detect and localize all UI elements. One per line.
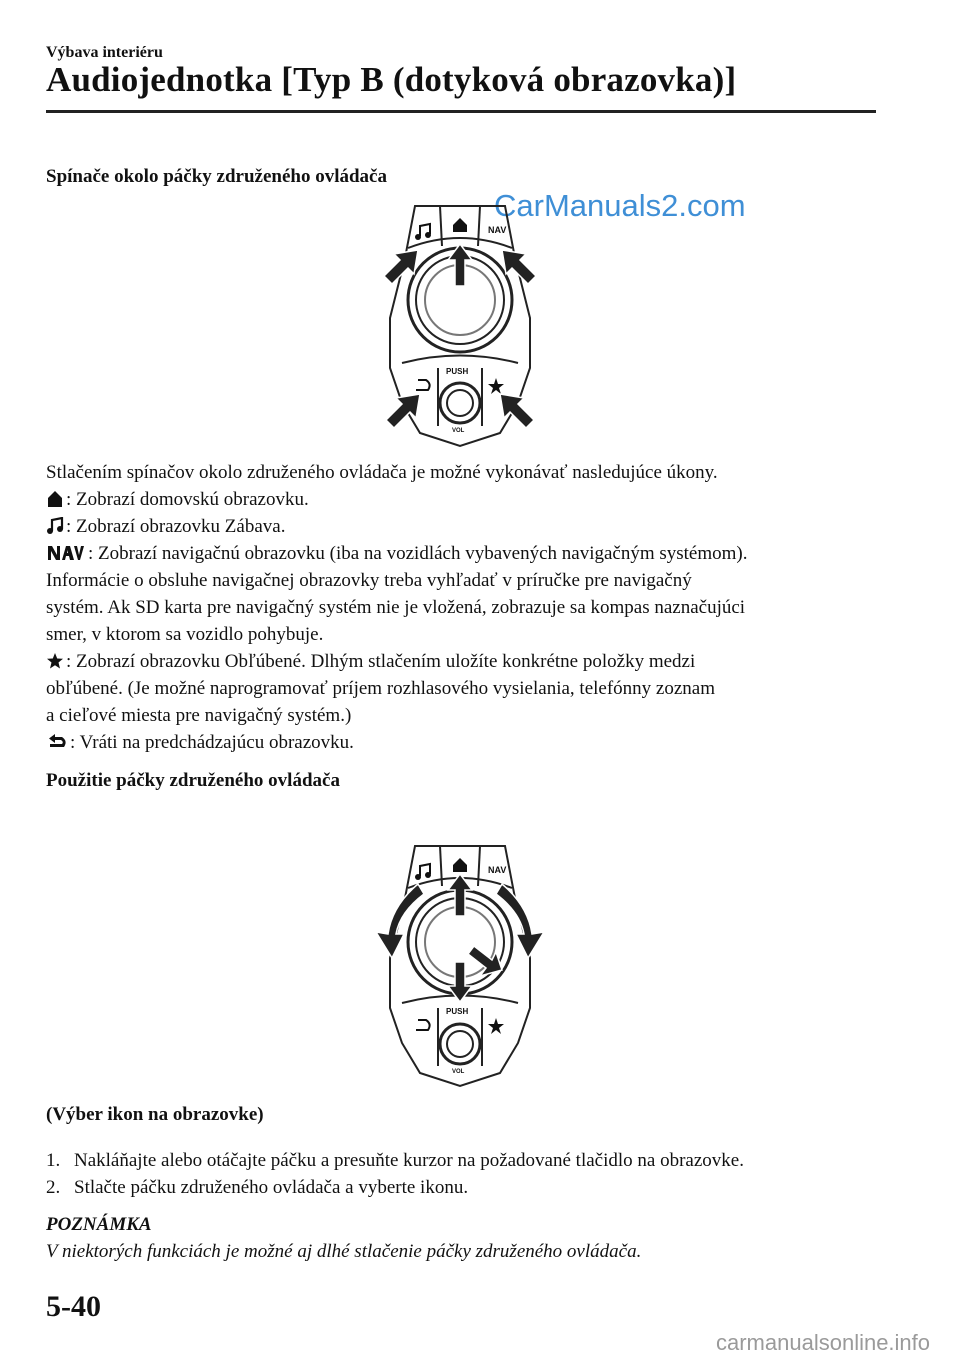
home-icon bbox=[453, 858, 467, 872]
watermark-bottom: carmanualsonline.info bbox=[716, 1330, 931, 1355]
back-icon bbox=[46, 733, 68, 751]
back-icon bbox=[416, 1020, 430, 1030]
step-2-text: Stlačte páčku združeného ovládača a vyberte ikonu. bbox=[74, 1177, 469, 1198]
star-icon bbox=[488, 1018, 504, 1034]
vol-label: VOL bbox=[452, 428, 465, 434]
title-rule bbox=[46, 110, 876, 113]
item-back bbox=[46, 730, 354, 756]
step-1 bbox=[46, 1148, 744, 1174]
page-number: 5-40 bbox=[46, 1290, 101, 1323]
star-icon bbox=[488, 378, 504, 394]
item-music bbox=[46, 514, 285, 540]
item-nav-text: : Zobrazí navigačnú obrazovku (iba na vozidlách vybavených navigačným systémom). bbox=[88, 543, 748, 564]
item-favorites bbox=[46, 649, 695, 675]
step-1-number: 1. bbox=[46, 1150, 61, 1171]
step-1-text: Nakláňajte alebo otáčajte páčku a presuňte kurzor na požadované tlačidlo na obrazovke. bbox=[74, 1150, 744, 1171]
section1-heading: Spínače okolo páčky združeného ovládača bbox=[46, 166, 387, 187]
nav-info-line-2: systém. Ak SD karta pre navigačný systém nie je vložená, zobrazuje sa kompas naznačujúci bbox=[46, 597, 746, 618]
step-2-number: 2. bbox=[46, 1177, 61, 1198]
item-home bbox=[46, 487, 309, 513]
tilt-rotate-arrows bbox=[376, 874, 544, 1002]
home-icon bbox=[453, 218, 467, 232]
music-note-icon bbox=[415, 864, 431, 880]
nav-icon bbox=[46, 544, 86, 562]
note-title: POZNÁMKA bbox=[46, 1214, 152, 1235]
star-icon bbox=[46, 652, 64, 670]
nav-info-line-1: Informácie o obsluhe navigačnej obrazovky treba vyhľadať v príručke pre navigačný bbox=[46, 570, 692, 591]
push-label: PUSH bbox=[446, 367, 469, 376]
item-back-text: : Vráti na predchádzajúcu obrazovku. bbox=[70, 732, 354, 753]
push-label: PUSH bbox=[446, 1007, 469, 1016]
item-favorites-text: : Zobrazí obrazovku Obľúbené. Dlhým stlačením uložíte konkrétne položky medzi bbox=[66, 651, 696, 672]
item-nav bbox=[46, 541, 748, 567]
note-text: V niektorých funkciách je možné aj dlhé stlačenie páčky združeného ovládača. bbox=[46, 1241, 642, 1262]
vol-label: VOL bbox=[452, 1069, 465, 1075]
item-home-text: : Zobrazí domovskú obrazovku. bbox=[66, 489, 309, 510]
controller-diagram-usage bbox=[370, 838, 550, 1090]
page-title: Audiojednotka [Typ B (dotyková obrazovka)] bbox=[46, 60, 737, 99]
nav-label: NAV bbox=[488, 225, 507, 235]
music-note-icon bbox=[46, 517, 64, 535]
fav-line-2: obľúbené. (Je možné naprogramovať príjem rozhlasového vysielania, telefónny zoznam bbox=[46, 678, 715, 699]
home-icon bbox=[46, 490, 64, 508]
back-icon bbox=[416, 380, 430, 390]
controller-diagram-buttons bbox=[380, 198, 540, 450]
watermark-top: CarManuals2.com bbox=[494, 188, 746, 223]
section2-heading: Použitie páčky združeného ovládača bbox=[46, 770, 340, 791]
section-label: Výbava interiéru bbox=[46, 44, 163, 61]
nav-label: NAV bbox=[488, 865, 507, 875]
fav-line-3: a cieľové miesta pre navigačný systém.) bbox=[46, 705, 352, 726]
section2-subheading: (Výber ikon na obrazovke) bbox=[46, 1104, 264, 1125]
section1-intro: Stlačením spínačov okolo združeného ovládača je možné vykonávať nasledujúce úkony. bbox=[46, 462, 718, 483]
nav-info-line-3: smer, v ktorom sa vozidlo pohybuje. bbox=[46, 624, 324, 645]
item-music-text: : Zobrazí obrazovku Zábava. bbox=[66, 516, 286, 537]
step-2 bbox=[46, 1175, 468, 1201]
music-note-icon bbox=[415, 224, 431, 240]
